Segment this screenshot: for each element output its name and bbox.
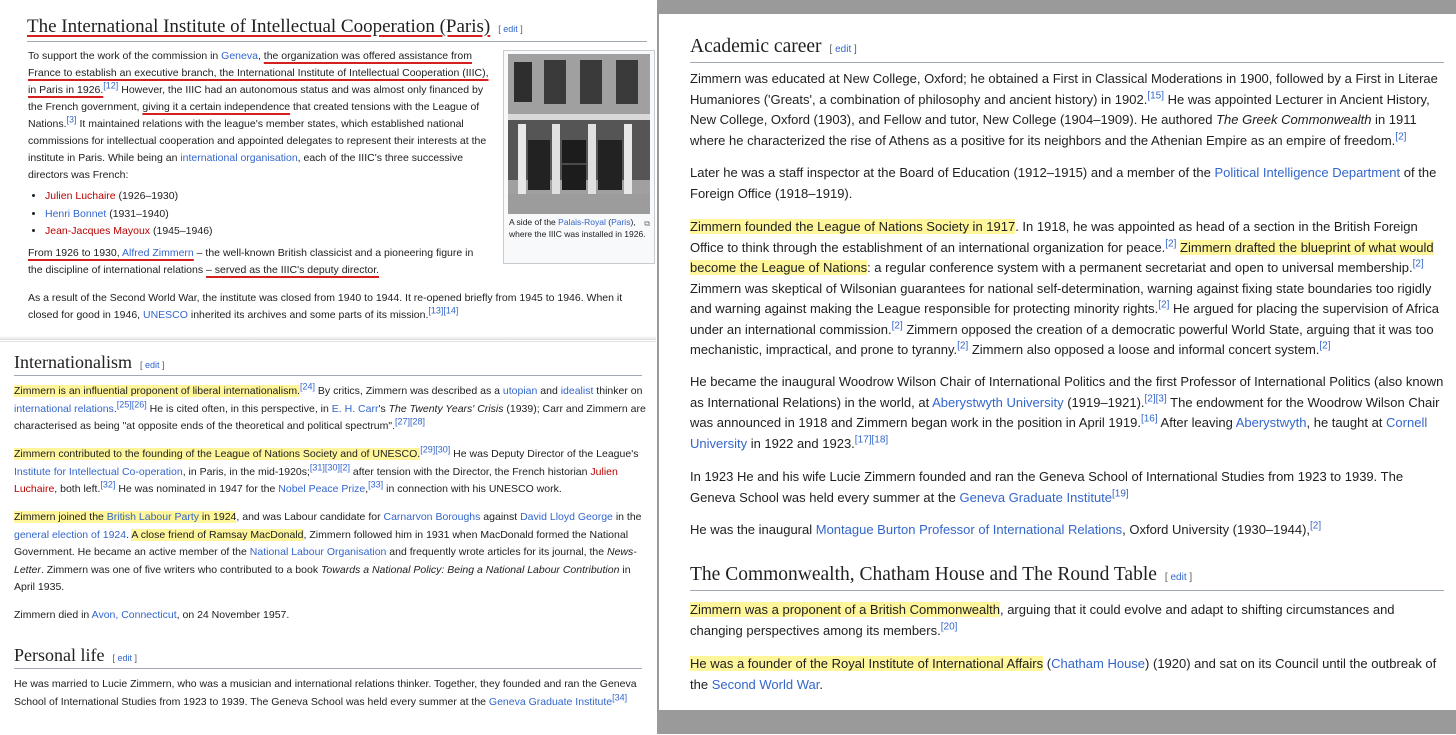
internationalism-paragraph-4: Zimmern died in Avon, Connecticut, on 24 November 1957. bbox=[14, 609, 290, 621]
ref[interactable]: [2] bbox=[1395, 131, 1407, 143]
ref[interactable]: [25][26] bbox=[116, 399, 147, 409]
link-unesco[interactable]: UNESCO bbox=[143, 309, 188, 321]
list-item: • Julien Luchaire (1926–1930) bbox=[45, 188, 490, 206]
section-heading-academic-career: Academic career [ edit ] bbox=[690, 36, 1444, 63]
link-international-relations[interactable]: international relations bbox=[14, 402, 114, 415]
ref[interactable]: [32] bbox=[100, 479, 116, 490]
academic-paragraph-1: Zimmern was educated at New College, Oxford; he obtained a First in Classical Moderations in 1900, followed by a First in Literae Humaniores ('Greats', a combination of philosophy and ancient history) in 1902.[15] He was appointed Lecturer in Ancient History, New College, Oxford (1903), and Fellow and tutor, New College (1904–1909). He authored The Greek Commonwealth in 1911 where he characterized the rise of Athens as a positive for its neighbors and the Athenian Empire as an empire of freedom.[2] bbox=[690, 71, 1438, 148]
link-alfred-zimmern[interactable]: Alfred Zimmern bbox=[121, 246, 194, 259]
panel-shadow bbox=[0, 336, 656, 340]
academic-career-page bbox=[659, 14, 1456, 710]
right-panel bbox=[657, 0, 1456, 734]
link-palais-royal[interactable]: Palais-Royal bbox=[558, 217, 606, 227]
ref[interactable]: [31][30][2] bbox=[309, 462, 350, 472]
link-paris[interactable]: Paris bbox=[611, 217, 631, 227]
link-geneva-graduate-institute[interactable]: Geneva Graduate Institute bbox=[959, 489, 1113, 505]
academic-paragraph-4: He became the inaugural Woodrow Wilson Chair of International Politics and the first Professor of International Politics (also known as International Relations) in the world, at Aberystwyth University (1919–1921).[2][3] The endowment for the Woodrow Wilson Chair was announced in 1918 and Zimmern began work in the position in April 1919.[16] After leaving Aberystwyth, he taught at Cornell University in 1922 and 1923.[17][18] bbox=[690, 374, 1444, 451]
ref[interactable]: [2] bbox=[1319, 340, 1331, 352]
thumbnail-caption: A side of the Palais-Royal (Paris), where the IIIC was installed in 1926. bbox=[509, 217, 646, 239]
edit-section-link[interactable]: [ edit ] bbox=[112, 653, 138, 663]
academic-paragraph-3: Zimmern founded the League of Nations Society in 1917. In 1918, he was appointed as head of a section in the British Foreign Office to think through the establishment of an international organization for peace.[2] Zimmern drafted the blueprint of what would become the League of Nations: a regular conference system with a permanent secretariat and open to universal membership.[2] Zimmern was skeptical of Wilsonian guarantees for national self-determination, warning against fixing state boundaries too rigidly and warning against making the League responsible for protecting minority rights.[2] He argued for placing the supervision of Africa under an international commission.[2] Zimmern opposed the creation of a democratic powerful World State, arguing that it was too mechanistic, impractical, and prone to tyranny.[2] Zimmern also opposed a loose and informal concert system.[2] bbox=[690, 219, 1439, 357]
academic-paragraph-6: He was the inaugural Montague Burton Professor of International Relations, Oxford University (1930–1944),[2] bbox=[690, 520, 1322, 537]
section-heading-internationalism: Internationalism [ edit ] bbox=[14, 352, 642, 376]
link-director[interactable]: Jean-Jacques Mayoux bbox=[45, 225, 151, 237]
ref[interactable]: [13][14] bbox=[428, 305, 459, 316]
ref[interactable]: [24] bbox=[299, 381, 315, 392]
iiic-paragraph-1: To support the work of the commission in Geneva, the organization was offered assistance from France to establish an executive branch, the International Institute of Intellectual Cooperation (IIIC), in Paris in 1926.[12] However, the IIIC had an autonomous status and was almost only financed by the French government, giving it a certain independence that created tensions with the League of Nations.[3] It maintained relations with the league's member states, which established national commissions for intellectual cooperation and appointed delegates to represent their interests at the institute in Paris. While being an international organisation, each of the IIIC's three successive directors was French: bbox=[28, 50, 489, 181]
section-heading-personal-life: Personal life [ edit ] bbox=[14, 645, 642, 669]
link-international-organisation[interactable]: international organisation bbox=[180, 152, 298, 164]
iiic-paragraph-3: As a result of the Second World War, the institute was closed from 1940 to 1944. It re-opened briefly from 1945 to 1946. When it closed for good in 1946, UNESCO inherited its archives and some parts of its mission.[13][14] bbox=[28, 292, 623, 321]
ref[interactable]: [19] bbox=[1112, 488, 1129, 500]
ref[interactable]: [3] bbox=[66, 114, 77, 125]
iiic-paragraph-2: From 1926 to 1930, Alfred Zimmern – the well-known British classicist and a pioneering figure in the discipline of international relations – served as the IIIC's deputy director. bbox=[28, 246, 474, 276]
palais-royal-thumbnail bbox=[503, 50, 655, 264]
internationalism-paragraph-3: Zimmern joined the British Labour Party in 1924, and was Labour candidate for Carnarvon Boroughs against David Lloyd George in the general election of 1924. A close friend of Ramsay MacDonald, Zimmern followed him in 1931 when MacDonald formed the National Government. He became an active member of the National Labour Organisation and frequently wrote articles for its journal, the News-Letter. Zimmern was one of five writers who contributed to a book Towards a National Policy: Being a National Labour Contribution in April 1935. bbox=[14, 511, 642, 593]
ref[interactable]: [29][30] bbox=[420, 444, 451, 455]
ref[interactable]: [2] bbox=[1412, 258, 1424, 270]
ref[interactable]: [2] bbox=[891, 320, 903, 332]
list-item: • Henri Bonnet (1931–1940) bbox=[45, 206, 490, 224]
personal-paragraph-1: He was married to Lucie Zimmern, who was a musician and international relations thinker. Together, they founded and ran the Geneva School of International Studies from 1923 to 1939. The Geneva School was held every summer at the Geneva Graduate Institute[34] bbox=[14, 678, 637, 708]
ref[interactable]: [12] bbox=[103, 80, 119, 91]
ref[interactable]: [15] bbox=[1147, 90, 1165, 102]
edit-section-link[interactable]: [ edit ] bbox=[139, 360, 165, 370]
ref[interactable]: [20] bbox=[940, 621, 958, 633]
ref[interactable]: [2][3] bbox=[1144, 393, 1167, 405]
link-utopian[interactable]: utopian bbox=[502, 385, 538, 397]
ref[interactable]: [2] bbox=[1158, 299, 1170, 311]
enlarge-icon[interactable]: ⧉ bbox=[644, 219, 650, 228]
edit-section-link[interactable]: [ edit ] bbox=[829, 44, 857, 55]
link-aberystwyth-university[interactable]: Aberystwyth University bbox=[932, 394, 1064, 410]
link-cornell-university[interactable]: Cornell University bbox=[690, 415, 1428, 451]
list-item: • Jean-Jacques Mayoux (1945–1946) bbox=[45, 223, 490, 241]
link-geneva[interactable]: Geneva bbox=[221, 50, 258, 62]
link-eh-carr[interactable]: E. H. Carr bbox=[331, 402, 379, 415]
directors-list bbox=[28, 188, 490, 241]
link-chatham-house[interactable]: Chatham House bbox=[1051, 656, 1146, 671]
ref[interactable]: [16] bbox=[1140, 413, 1158, 425]
ref[interactable]: [2] bbox=[1165, 238, 1177, 250]
iiic-body bbox=[28, 48, 490, 279]
ref[interactable]: [33] bbox=[368, 479, 384, 490]
internationalism-paragraph-1: Zimmern is an influential proponent of liberal internationalism.[24] By critics, Zimmern was described as a utopian and idealist thinker on international relations.[25][26] He is cited often, in this perspective, in E. H. Carr's The Twenty Years' Crisis (1939); Carr and Zimmern are characterised as being "at opposite ends of the theoretical and political spectrum".[27][28] bbox=[14, 381, 646, 432]
link-general-election-1924[interactable]: general election of 1924 bbox=[14, 528, 127, 541]
commonwealth-paragraph-2: He was a founder of the Royal Institute of International Affairs (Chatham House) (1920) and sat on its Council until the outbreak of the Second World War. bbox=[690, 656, 1437, 692]
link-idealist[interactable]: idealist bbox=[560, 385, 594, 397]
ref[interactable]: [2] bbox=[1310, 520, 1322, 532]
section-heading-commonwealth: The Commonwealth, Chatham House and The Round Table [ edit ] bbox=[690, 564, 1444, 591]
link-director[interactable]: Henri Bonnet bbox=[45, 207, 107, 220]
section-heading-iiic bbox=[27, 16, 647, 42]
academic-paragraph-5: In 1923 He and his wife Lucie Zimmern founded and ran the Geneva School of International Studies from 1923 to 1939. The Geneva School was held every summer at the Geneva Graduate Institute[19] bbox=[690, 469, 1404, 505]
link-second-world-war[interactable]: Second World War bbox=[711, 676, 820, 692]
ref[interactable]: [2] bbox=[957, 340, 969, 352]
iiic-section bbox=[0, 0, 656, 340]
ref[interactable]: [27][28] bbox=[395, 416, 426, 427]
commonwealth-paragraph-1: Zimmern was a proponent of a British Commonwealth, arguing that it could evolve and adapt to shifting circumstances and changing perspectives among its members.[20] bbox=[690, 602, 1395, 638]
link-nobel-peace-prize[interactable]: Nobel Peace Prize bbox=[278, 483, 366, 495]
link-aberystwyth[interactable]: Aberystwyth bbox=[1235, 415, 1307, 430]
iiic-title: The International Institute of Intellectual Cooperation (Paris) bbox=[27, 16, 491, 37]
link-montague-burton-professor[interactable]: Montague Burton Professor of International Relations bbox=[815, 522, 1123, 537]
internationalism-paragraph-2: Zimmern contributed to the founding of the League of Nations Society and of UNESCO.[29][30] He was Deputy Director of the League's Institute for Intellectual Co-operation, in Paris, in the mid-1920s;[31][30][2] after tension with the Director, the French historian Julien Luchaire, both left.[32] He was nominated in 1947 for the Nobel Peace Prize,[33] in connection with his UNESCO work. bbox=[14, 444, 639, 495]
link-carnarvon-boroughs[interactable]: Carnarvon Boroughs bbox=[383, 511, 481, 523]
link-institute-intellectual-cooperation[interactable]: Institute for Intellectual Co-operation bbox=[14, 465, 183, 478]
link-julien-luchaire[interactable]: Julien Luchaire bbox=[14, 465, 618, 495]
edit-section-link[interactable]: [ edit ] bbox=[498, 24, 523, 34]
internationalism-section bbox=[0, 341, 656, 735]
link-avon-connecticut[interactable]: Avon, Connecticut bbox=[91, 609, 177, 621]
link-david-lloyd-george[interactable]: David Lloyd George bbox=[520, 511, 613, 523]
academic-paragraph-2: Later he was a staff inspector at the Board of Education (1912–1915) and a member of the Political Intelligence Department of the Foreign Office (1918–1919). bbox=[690, 165, 1437, 201]
ref[interactable]: [17][18] bbox=[854, 434, 889, 446]
link-geneva-graduate-institute[interactable]: Geneva Graduate Institute bbox=[488, 695, 613, 708]
edit-section-link[interactable]: [ edit ] bbox=[1164, 572, 1193, 583]
palais-royal-photo[interactable] bbox=[508, 54, 650, 214]
ref[interactable]: [34] bbox=[612, 692, 628, 702]
link-national-labour-organisation[interactable]: National Labour Organisation bbox=[249, 546, 387, 558]
link-british-labour-party[interactable]: British Labour Party bbox=[106, 511, 200, 523]
link-political-intelligence-department[interactable]: Political Intelligence Department bbox=[1214, 165, 1401, 180]
link-director[interactable]: Julien Luchaire bbox=[45, 190, 116, 202]
